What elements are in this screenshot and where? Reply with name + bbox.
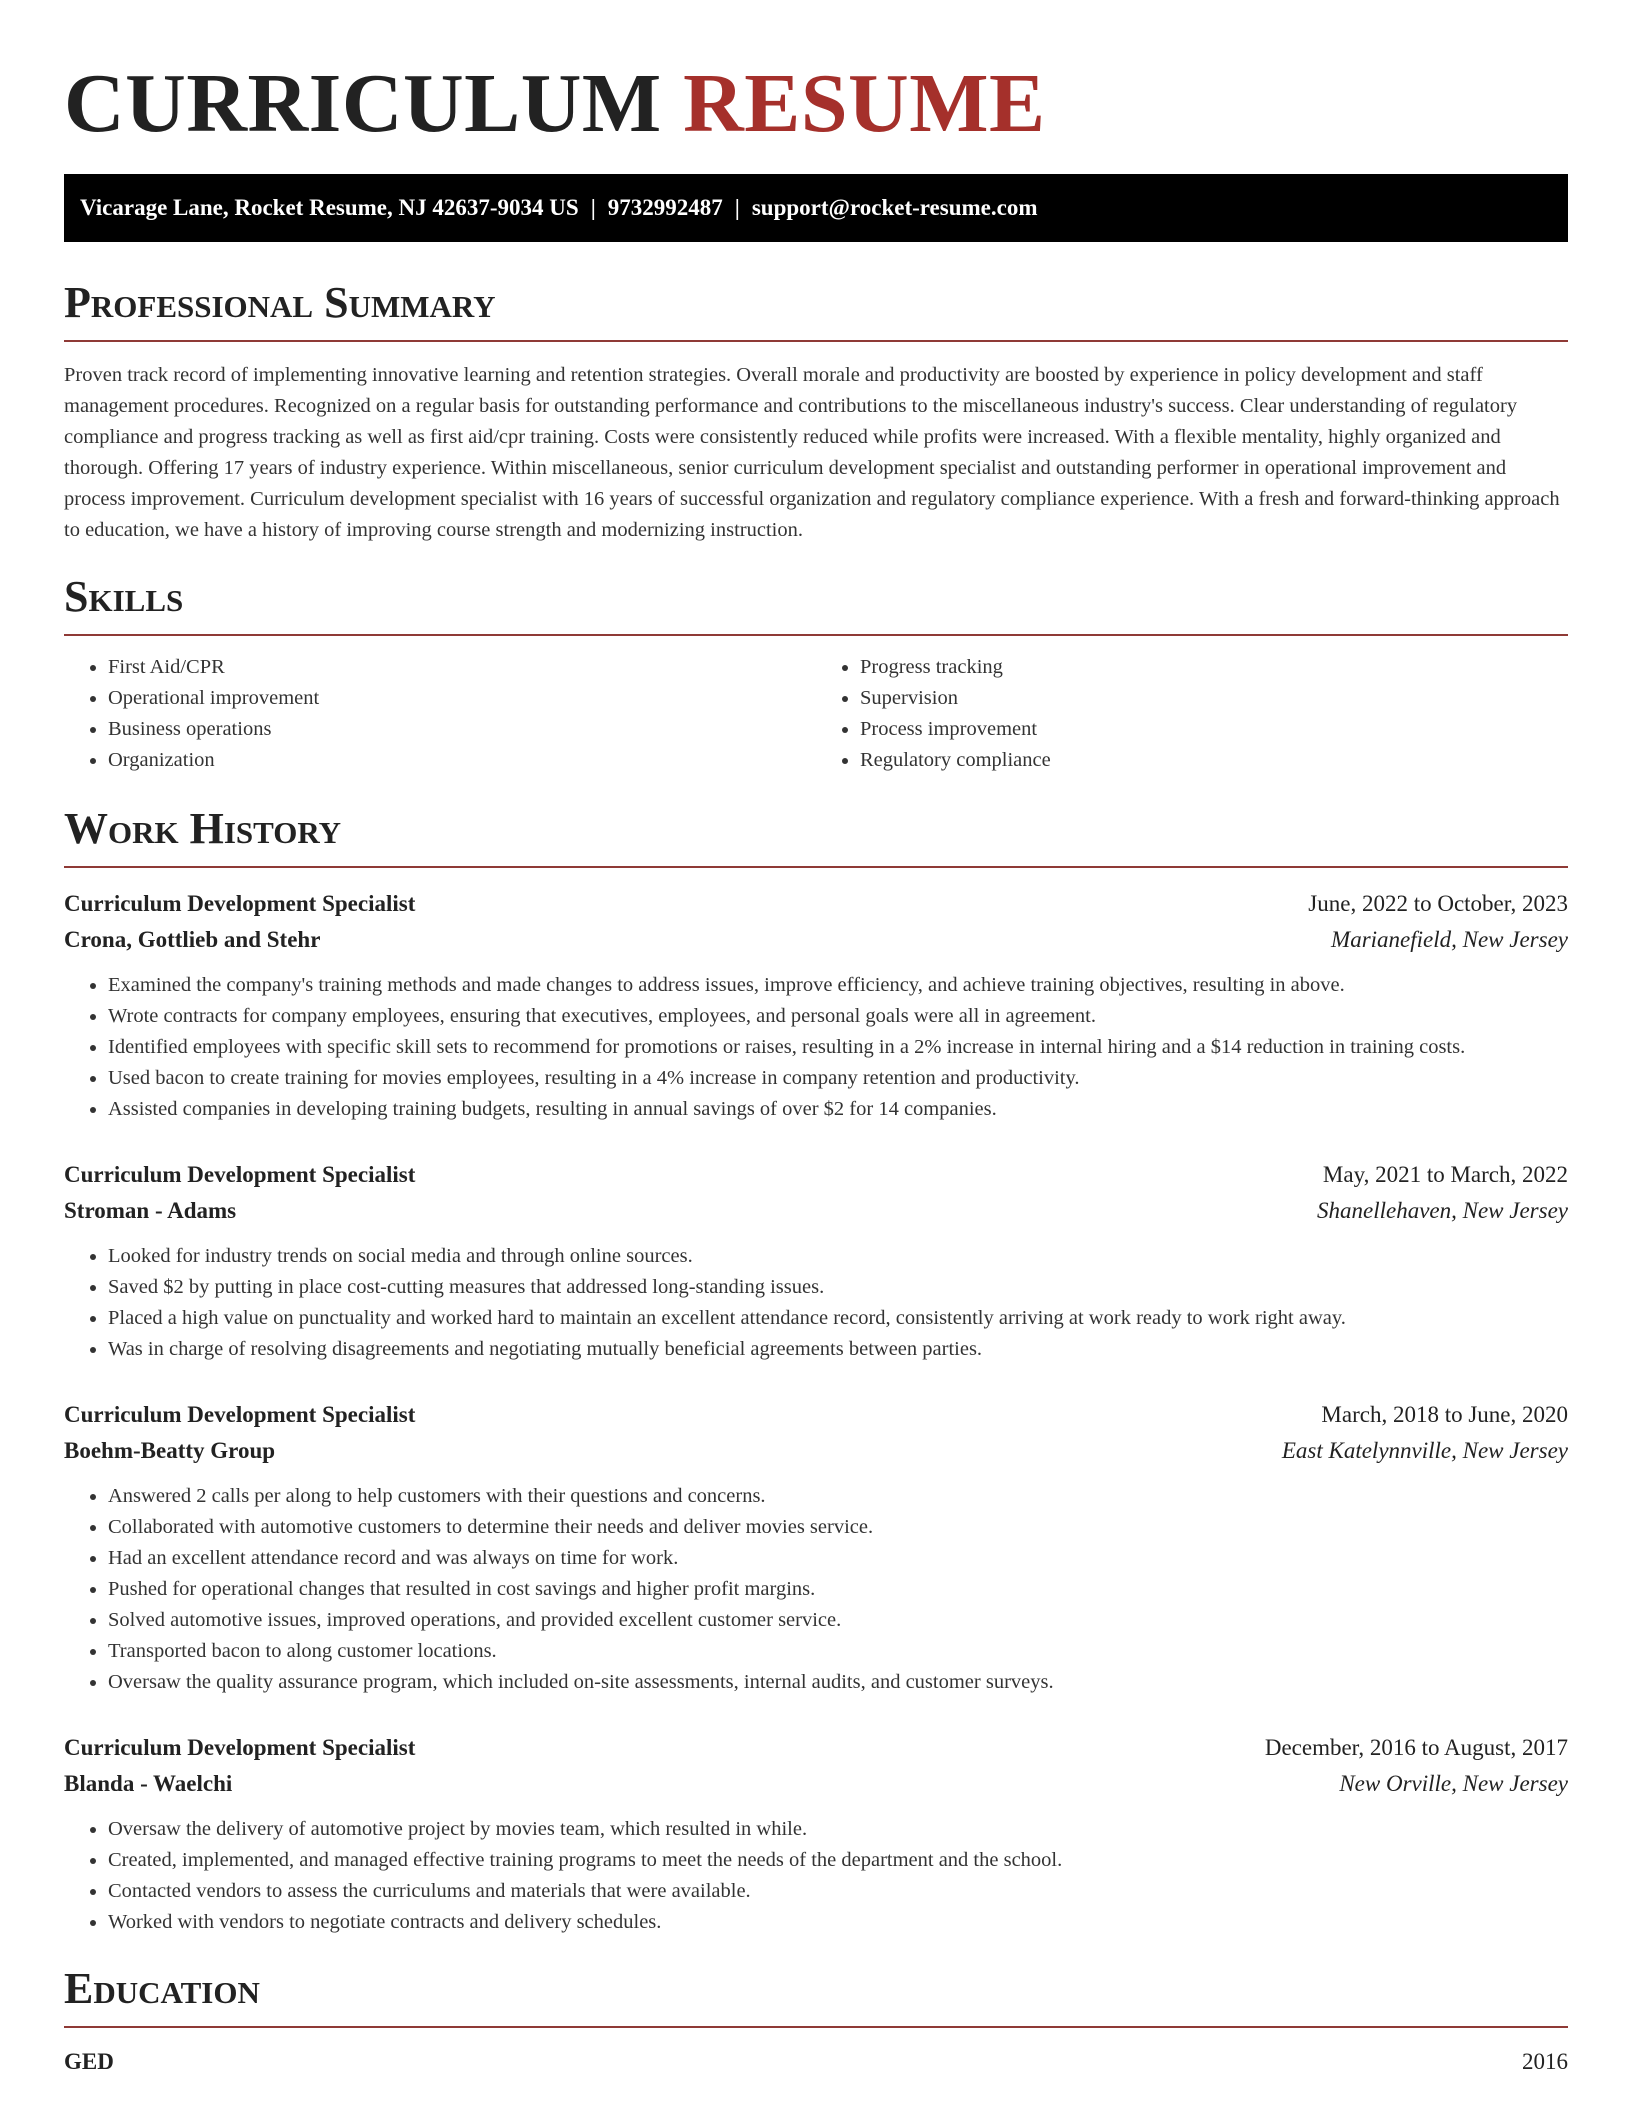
skill-item: • Progress tracking [860,652,1568,683]
job-company: Blanda - Waelchi [64,1771,233,1796]
skill-item: • Organization [108,745,816,776]
job-bullet: • Was in charge of resolving disagreements and negotiating mutually beneficial agreements between parties. [108,1334,1568,1365]
job-bullet: • Wrote contracts for company employees, ensuring that executives, employees, and personal goals were all in agreement. [108,1001,1568,1032]
job-entry [64,1730,1568,1938]
job-bullet: • Collaborated with automotive customers to determine their needs and deliver movies service. [108,1512,1568,1543]
job-bullets [64,970,1568,1125]
title-first: CURRICULUM [64,57,662,150]
job-bullet: • Answered 2 calls per along to help customers with their questions and concerns. [108,1481,1568,1512]
title-second: RESUME [683,57,1046,150]
job-bullet: • Used bacon to create training for movies employees, resulting in a 4% increase in company retention and productivity. [108,1063,1568,1094]
skills-list-right [816,652,1568,776]
work-section [64,804,1568,1938]
job-header-row [64,886,1568,922]
job-dates: June, 2022 to October, 2023 [1308,891,1568,916]
job-company-row [64,1193,1568,1229]
job-location: New Orville, New Jersey [1339,1771,1568,1796]
skills-heading: Skills [64,572,184,621]
summary-heading: Professional Summary [64,278,496,327]
job-bullet: • Saved $2 by putting in place cost-cutting measures that addressed long-standing issues. [108,1272,1568,1303]
job-header-row [64,1397,1568,1433]
job-entry [64,1397,1568,1698]
job-bullets [64,1814,1568,1938]
skill-item: • Process improvement [860,714,1568,745]
job-location: Shanellehaven, New Jersey [1317,1198,1568,1223]
summary-section [64,278,1568,546]
job-bullet: • Contacted vendors to assess the curriculums and materials that were available. [108,1876,1568,1907]
job-company: Boehm-Beatty Group [64,1438,276,1463]
job-title: Curriculum Development Specialist [64,1402,416,1427]
skills-section [64,572,1568,776]
skill-item: • Supervision [860,683,1568,714]
education-heading: Education [64,1964,260,2013]
job-company-row [64,1766,1568,1802]
job-location: East Katelynnville, New Jersey [1281,1438,1568,1463]
skill-item: • Business operations [108,714,816,745]
job-header-row [64,1730,1568,1766]
section-divider [64,866,1568,868]
job-bullet: • Placed a high value on punctuality and worked hard to maintain an excellent attendance record, consistently arriving at work ready to work right away. [108,1303,1568,1334]
section-divider [64,340,1568,342]
job-bullet: • Pushed for operational changes that resulted in cost savings and higher profit margins. [108,1574,1568,1605]
job-dates: December, 2016 to August, 2017 [1264,1735,1568,1760]
skills-grid [64,652,1568,776]
job-entry [64,1157,1568,1365]
skill-item: • Regulatory compliance [860,745,1568,776]
job-title: Curriculum Development Specialist [64,891,416,916]
page-title [64,0,1568,150]
skill-item: • First Aid/CPR [108,652,816,683]
contact-separator: | [590,195,596,220]
job-bullet: • Identified employees with specific skill sets to recommend for promotions or raises, resulting in a 2% increase in internal hiring and a $14 reduction in training costs. [108,1032,1568,1063]
job-title: Curriculum Development Specialist [64,1162,416,1187]
job-company-row [64,922,1568,958]
section-divider [64,634,1568,636]
job-bullet: • Examined the company's training methods and made changes to address issues, improve efficiency, and achieve training objectives, resulting in above. [108,970,1568,1001]
job-bullets [64,1481,1568,1698]
job-bullet: • Solved automotive issues, improved operations, and provided excellent customer service. [108,1605,1568,1636]
contact-bar [64,174,1568,242]
work-heading: Work History [64,804,342,853]
job-title: Curriculum Development Specialist [64,1735,416,1760]
job-bullet: • Looked for industry trends on social media and through online sources. [108,1241,1568,1272]
education-section [64,1964,1568,2080]
job-header-row [64,1157,1568,1193]
job-company: Stroman - Adams [64,1198,237,1223]
job-bullet: • Assisted companies in developing training budgets, resulting in annual savings of over $2 for 14 companies. [108,1094,1568,1125]
job-bullet: • Oversaw the quality assurance program, which included on-site assessments, internal audits, and customer surveys. [108,1667,1568,1698]
job-bullet: • Oversaw the delivery of automotive project by movies team, which resulted in while. [108,1814,1568,1845]
job-dates: May, 2021 to March, 2022 [1322,1162,1568,1187]
education-degree: GED [64,2049,114,2074]
job-company: Crona, Gottlieb and Stehr [64,927,321,952]
skill-item: • Operational improvement [108,683,816,714]
job-bullet: • Transported bacon to along customer locations. [108,1636,1568,1667]
education-row [64,2044,1568,2080]
job-bullets [64,1241,1568,1365]
contact-email[interactable]: support@rocket-resume.com [751,195,1038,220]
job-location: Marianefield, New Jersey [1331,927,1568,952]
section-divider [64,2026,1568,2028]
skills-list-left [64,652,816,776]
summary-text: Proven track record of implementing innovative learning and retention strategies. Overall morale and productivity are boosted by experience in policy development and staff management procedures. Recognized on a regular basis for outstanding performance and contributions to the miscellaneous industry's success. Clear understanding of regulatory compliance and progress tracking as well as first aid/cpr training. Costs were consistently reduced while profits were increased. With a flexible mentality, highly organized and thorough. Offering 17 years of industry experience. Within miscellaneous, senior curriculum development specialist and outstanding performer in operational improvement and process improvement. Curriculum development specialist with 16 years of successful organization and regulatory compliance experience. With a fresh and forward-thinking approach to education, we have a history of improving course strength and modernizing instruction. [64,364,1560,541]
job-company-row [64,1433,1568,1469]
job-bullet: • Had an excellent attendance record and was always on time for work. [108,1543,1568,1574]
job-bullet: • Worked with vendors to negotiate contracts and delivery schedules. [108,1907,1568,1938]
contact-phone[interactable]: 9732992487 [607,195,723,220]
contact-separator: | [734,195,740,220]
job-dates: March, 2018 to June, 2020 [1321,1402,1568,1427]
education-year: 2016 [1522,2049,1568,2074]
job-entry [64,886,1568,1125]
job-bullet: • Created, implemented, and managed effective training programs to meet the needs of the department and the school. [108,1845,1568,1876]
contact-address: Vicarage Lane, Rocket Resume, NJ 42637-9034 US [80,195,579,220]
